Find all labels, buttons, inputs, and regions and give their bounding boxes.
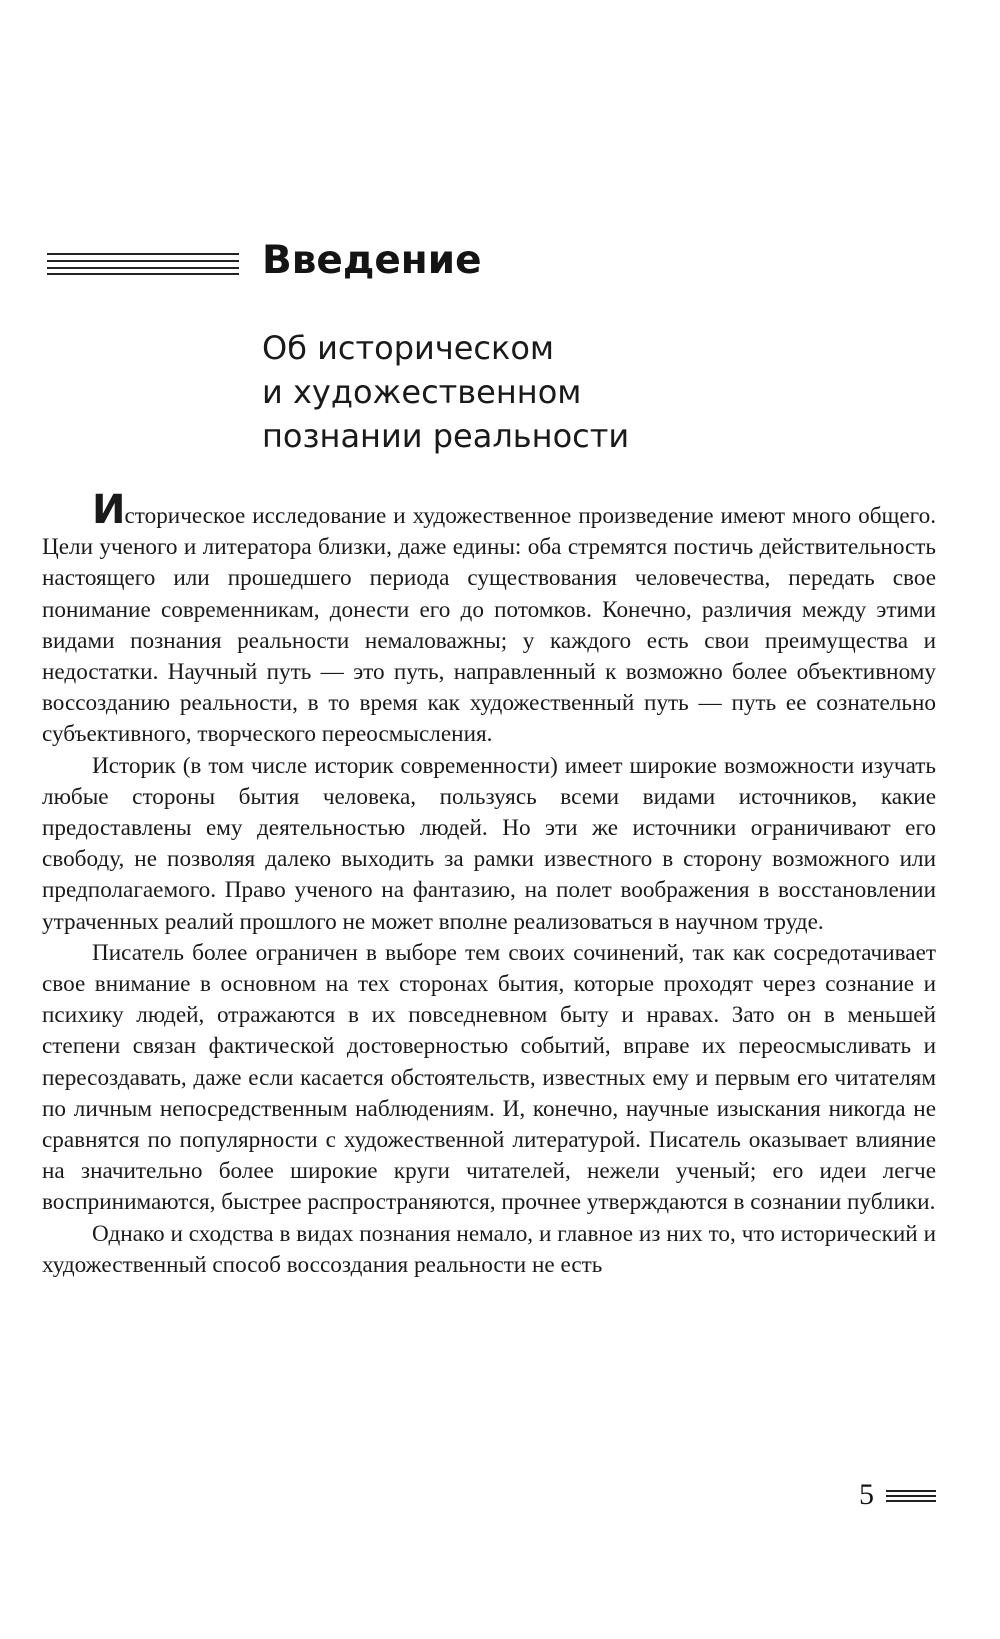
- page-number: 5: [859, 1478, 874, 1511]
- chapter-subtitle-line: познании реальности: [262, 417, 630, 455]
- page-footer: [859, 1478, 936, 1512]
- chapter-subtitle-line: Об историческом: [262, 329, 555, 367]
- chapter-subtitle-line: и художественном: [262, 373, 582, 411]
- chapter-title: Введение: [262, 238, 482, 283]
- chapter-decorative-rule: [47, 253, 239, 275]
- paragraph-text: сторическое исследование и художественное произведение имеют много общего. Цели ученого и литератора близки, даже едины: оба стремятся постичь действительность настоящего или прошедшего периода существования человечества, передать свое понимание современникам, донести его до потомков. Конечно, различия между этими видами познания реальности немаловажны; у каждого есть свои преимущества и недостатки. Научный путь — это путь, направленный к возможно более объективному воссозданию реальности, в то время как художественный путь — путь ее сознательно субъективного, творческого переосмысления.: [42, 503, 936, 748]
- footer-decorative-rule: [886, 1488, 936, 1502]
- paragraph: [42, 487, 936, 751]
- body-text: [42, 487, 936, 1281]
- paragraph: Историк (в том числе историк современности) имеет широкие возможности изучать любые стороны бытия человека, пользуясь всеми видами источников, какие предоставлены ему деятельностью людей. Но эти же источники ограничивают его свободу, не позволяя далеко выходить за рамки известного в сторону возможного или предполагаемого. Право ученого на фантазию, на полет воображения в восстановлении утраченных реалий прошлого не может вполне реализоваться в научном труде.: [42, 752, 936, 935]
- paragraph: Однако и сходства в видах познания немало, и главное из них то, что исторический и художественный способ воссоздания реальности не есть: [42, 1220, 936, 1278]
- paragraph: Писатель более ограничен в выборе тем своих сочинений, так как сосредотачивает свое внимание в основном на тех сторонах бытия, которые проходят через сознание и психику людей, отражаются в их повседневном быту и нравах. Зато он в меньшей степени связан фактической достоверностью событий, вправе их переосмысливать и пересоздавать, даже если касается обстоятельств, известных ему и первым его читателям по личным непосредственным наблюдениям. И, конечно, научные изыскания никогда не сравнятся по популярности с художественной литературой. Писатель оказывает влияние на значительно более широкие круги читателей, нежели ученый; его идеи легче воспринимаются, быстрее распространяются, прочнее утверждаются в сознании публики.: [42, 939, 936, 1216]
- chapter-subtitle: [262, 326, 629, 458]
- drop-cap: И: [92, 487, 125, 533]
